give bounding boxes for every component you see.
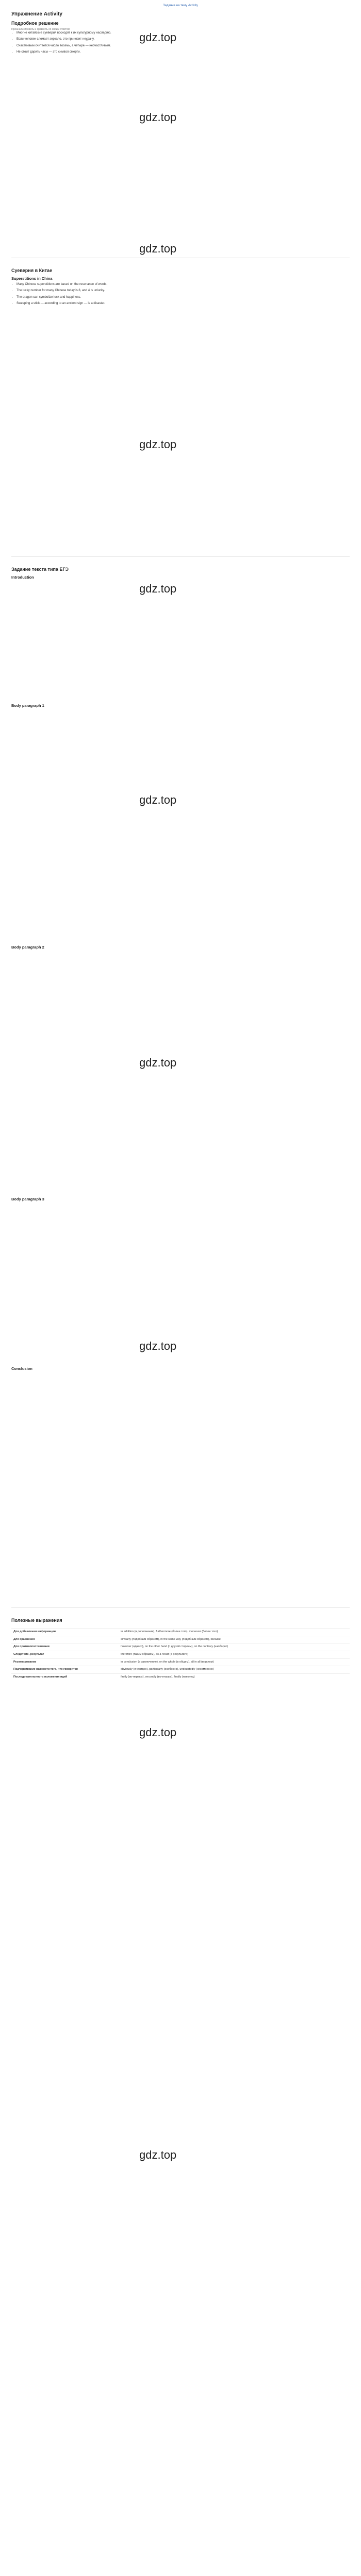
table-row: Следствие, результат therefore (таким образом), as a result (в результате) (11, 1651, 350, 1659)
intro-heading: Introduction (11, 575, 34, 580)
phrases-section (11, 1618, 350, 1625)
section-heading: Подробное решение (11, 21, 59, 26)
section-heading: Суеверия в Китае (11, 268, 53, 273)
divider (11, 1607, 350, 1608)
phrases-table (11, 1628, 350, 1681)
conclusion-heading: Conclusion (11, 1366, 32, 1371)
watermark: gdz.top (139, 1056, 177, 1069)
solution-list (11, 31, 350, 55)
list-item: • The dragon can symbolize luck and happiness. (17, 295, 350, 299)
watermark: gdz.top (139, 111, 177, 124)
page-title: Упражнение Activity (11, 11, 62, 17)
list-item: • Не стоит дарить часы — это символ смерти. (17, 50, 350, 54)
watermark: gdz.top (139, 1340, 177, 1352)
list-item: • Если человек сломает зеркало, это приносит неудачу. (17, 37, 350, 41)
table-row: Для добавления информации in addition (в дополнение), furthermore (более того), moreover (более того) (11, 1629, 350, 1636)
list-item: • Многие китайские суеверия восходят к их культурному наследию. (17, 31, 350, 35)
section-heading: Задание текста типа ЕГЭ (11, 567, 69, 572)
body1-heading: Body paragraph 1 (11, 703, 44, 708)
section-heading: Полезные выражения (11, 1618, 62, 1623)
table-row: Подчеркивание важности того, что говорится obviously (очевидно), particularly (особенно), undoubtedly (несомненно) (11, 1666, 350, 1674)
solution-section (11, 21, 350, 57)
list-item: • Sweeping a stick — according to an ancient sign — is a disaster. (17, 301, 350, 306)
watermark: gdz.top (139, 1726, 177, 1739)
divider (11, 556, 350, 557)
body2-heading: Body paragraph 2 (11, 945, 44, 950)
section-subheading: Superstitions in China (11, 276, 53, 281)
essay-plan-section (11, 567, 350, 1372)
watermark: gdz.top (139, 793, 177, 806)
table-row: Для сравнения similarly (подобным образом), in the same way (подобным образом), likewise (11, 1636, 350, 1643)
list-item: • Many Chinese superstitions are based on the resonance of words. (17, 282, 350, 286)
list-item: • The lucky number for many Chinese today is 8, and 4 is unlucky. (17, 289, 350, 293)
watermark: gdz.top (139, 438, 177, 451)
section-sub: Проанализировать и сравнить со своим ответом (11, 28, 70, 31)
superstitions-section (11, 268, 350, 308)
watermark: gdz.top (139, 31, 177, 44)
table-row: Последовательность изложения идей firstly (во-первых), secondly (во-вторых), finally (наконец) (11, 1674, 350, 1681)
top-link[interactable]: Задание на тему Activity (163, 4, 198, 7)
body3-heading: Body paragraph 3 (11, 1197, 44, 1201)
watermark: gdz.top (139, 242, 177, 255)
watermark: gdz.top (139, 2148, 177, 2161)
superstitions-list (11, 282, 350, 306)
table-row: Для противопоставления however (однако), on the other hand (с другой стороны), on the contrary (наоборот) (11, 1643, 350, 1651)
watermark: gdz.top (139, 582, 177, 595)
table-row: Резюмирование in conclusion (в заключение), on the whole (в общем), all in all (в целом) (11, 1658, 350, 1666)
list-item: • Счастливым считается число восемь, а четыре — несчастливым. (17, 44, 350, 48)
